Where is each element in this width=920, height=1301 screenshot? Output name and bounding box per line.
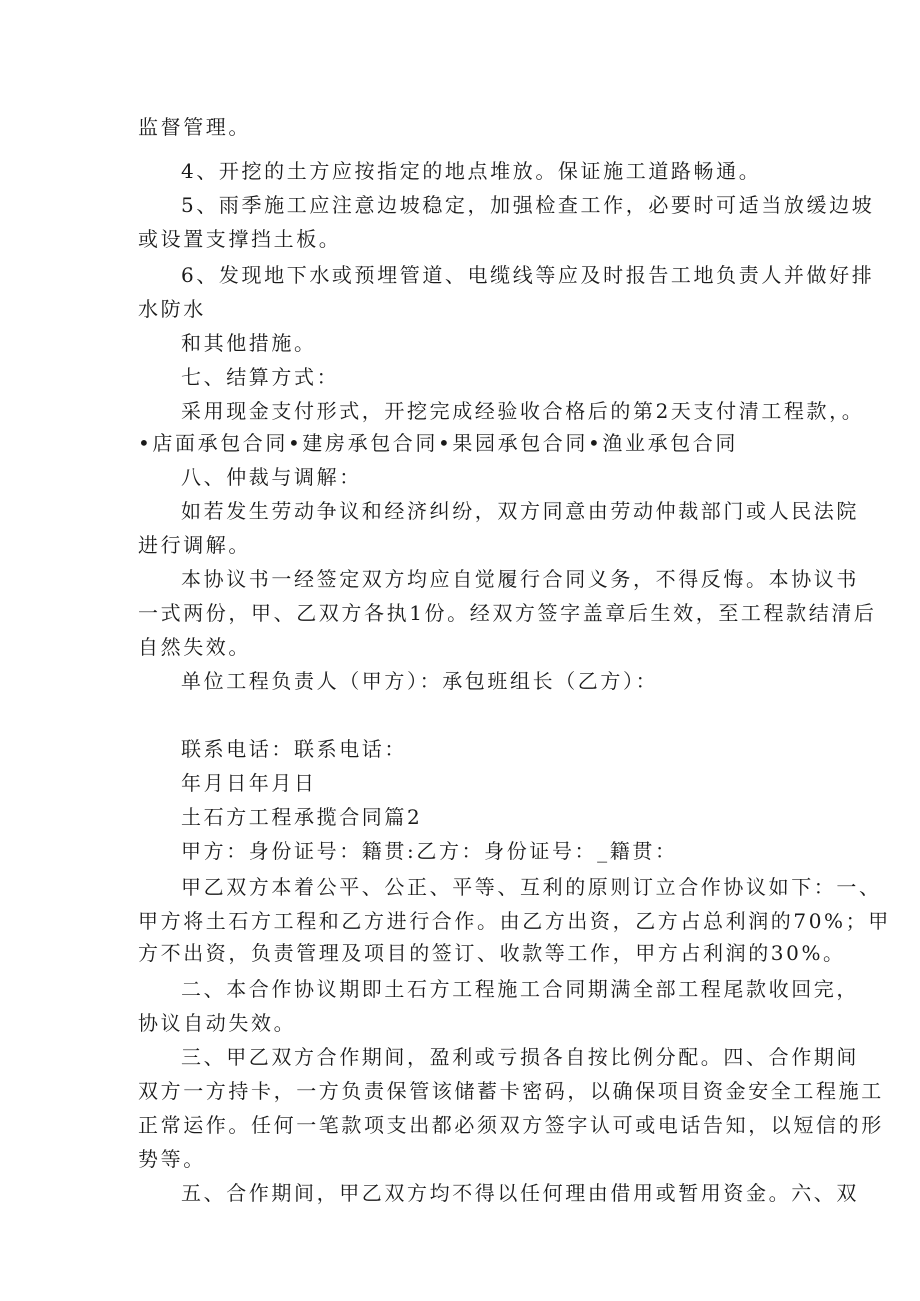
text-line: 正常运作。任何一笔款项支出都必须双方签字认可或电话告知，以短信的形 xyxy=(138,1113,884,1137)
text-line: 进行调解。 xyxy=(138,533,251,557)
section-title: 土石方工程承揽合同篇2 xyxy=(181,805,423,829)
parties-line: 甲方：身份证号：籍贯:乙方：身份证号：_籍贯： xyxy=(181,839,678,863)
text-line: 五、合作期间，甲乙双方均不得以任何理由借用或暂用资金。六、双 xyxy=(181,1181,859,1205)
text-line: 监督管理。 xyxy=(138,115,251,139)
text-line: 一式两份，甲、乙双方各执1份。经双方签字盖章后生效，至工程款结清后 xyxy=(138,601,877,625)
text-line: 势等。 xyxy=(138,1147,206,1171)
text-line: 甲乙双方本着公平、公正、平等、互利的原则订立合作协议如下：一、 xyxy=(181,875,882,899)
text-line: 甲方将土石方工程和乙方进行合作。由乙方出资，乙方占总利润的70%；甲 xyxy=(138,909,891,933)
date-line: 年月日年月日 xyxy=(181,771,317,795)
related-links-line: •店面承包合同•建房承包合同•果园承包合同•渔业承包合同 xyxy=(138,431,738,455)
text-line: 5、雨季施工应注意边坡稳定，加强检查工作，必要时可适当放缓边坡 xyxy=(181,193,875,217)
text-line: 如若发生劳动争议和经济纠纷，双方同意由劳动仲裁部门或人民法院 xyxy=(181,499,859,523)
section-heading: 七、结算方式： xyxy=(181,365,340,389)
text-line: 双方一方持卡，一方负责保管该储蓄卡密码，以确保项目资金安全工程施工 xyxy=(138,1079,884,1103)
text-line: 4、开挖的土方应按指定的地点堆放。保证施工道路畅通。 xyxy=(181,159,762,183)
text-line: 采用现金支付形式，开挖完成经验收合格后的第2天支付清工程款，。 xyxy=(181,399,865,423)
text-line: 自然失效。 xyxy=(138,635,251,659)
text-line: 本协议书一经签定双方均应自觉履行合同义务，不得反悔。本协议书 xyxy=(181,567,859,591)
section-heading: 八、仲裁与调解： xyxy=(181,465,362,489)
contact-line: 联系电话：联系电话： xyxy=(181,737,407,761)
text-line: 水防水 xyxy=(138,297,206,321)
text-line: 6、发现地下水或预埋管道、电缆线等应及时报告工地负责人并做好排 xyxy=(181,263,875,287)
text-line: 三、甲乙双方合作期间，盈利或亏损各自按比例分配。四、合作期间 xyxy=(181,1045,859,1069)
signature-line: 单位工程负责人（甲方）：承包班组长（乙方）： xyxy=(181,669,659,693)
text-line: 方不出资，负责管理及项目的签订、收款等工作，甲方占利润的30%。 xyxy=(138,941,846,965)
text-line: 或设置支撑挡土板。 xyxy=(138,227,342,251)
text-line: 和其他措施。 xyxy=(181,331,317,355)
text-line: 二、本合作协议期即土石方工程施工合同期满全部工程尾款收回完， xyxy=(181,977,859,1001)
text-line: 协议自动失效。 xyxy=(138,1011,297,1035)
